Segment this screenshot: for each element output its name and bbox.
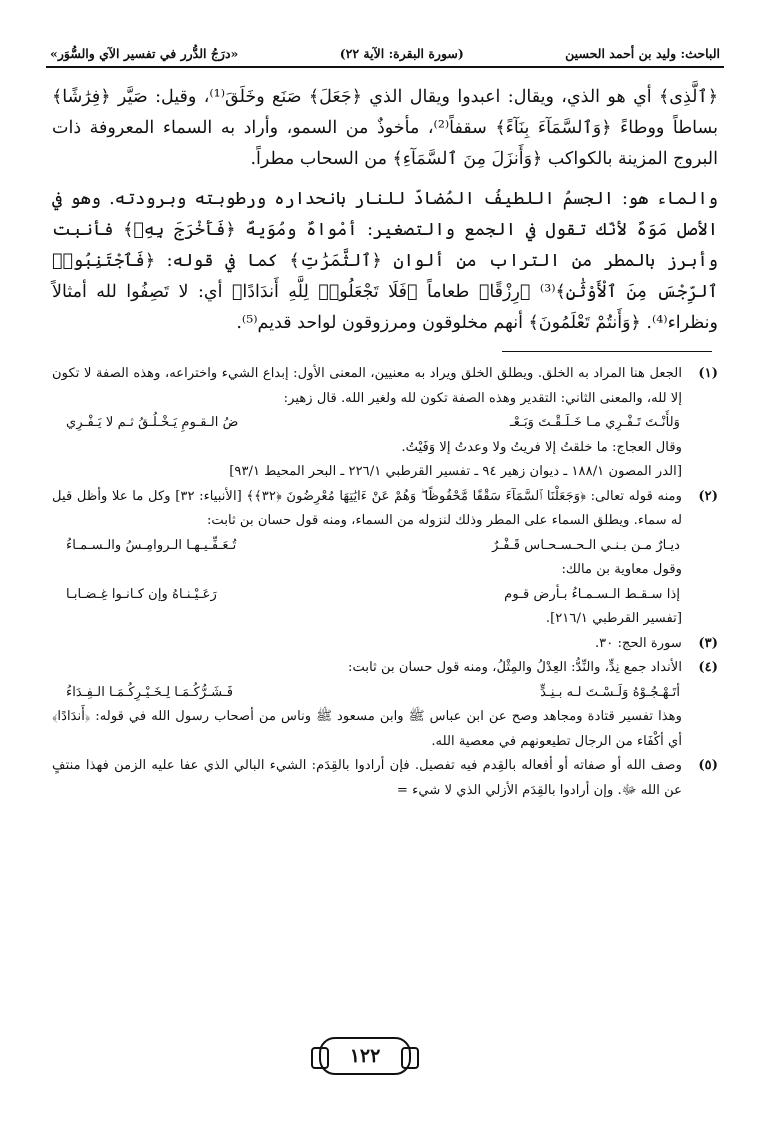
footnote-number: (٣) [698, 635, 718, 651]
footnote-number: (٢) [698, 488, 718, 504]
footnote-number: (١) [698, 366, 718, 381]
poetry-verse [52, 411, 682, 436]
header-author: الباحث: وليد بن أحمد الحسين [565, 45, 720, 61]
verse-second-hemistich: ضُ الـقـومِ يَـخْـلُـقُ ثـم لا يَـفْـرِي [66, 415, 239, 430]
poetry-verse [52, 583, 682, 608]
footnote-1 [52, 362, 718, 485]
footnote-number: (٥) [698, 758, 718, 773]
header-surah-location: (سورة البقرة: الآية ٢٢) [339, 45, 464, 61]
footnote-text: وقال العجاج: ما خلقتُ إلا فريتُ ولا وعدتُ إلا وَفَيْتُ. [401, 439, 682, 455]
footnote-4 [52, 656, 718, 754]
verse-first-hemistich: وَلأَنْـتَ تَـفْـرِي مـا خَـلَـقْـتَ وَبَـعْـ [509, 415, 680, 430]
main-paragraph: والماء هو: الجسمُ اللطيفُ المُضادّ للنار بانحداره ورطوبته وبرودته. وهو في الأصل مَوَهٌ لأنّك تقول في الجمع والتصغير: أمْواهٌ ومُوَيهٌ ﴿فَأَخْرَجَ بِهِۦ﴾ فأنبت وأبرز بالمطر من التراب من ألوان ﴿ٱلثَّمَرَٰتِ﴾ كما في قوله: ﴿فَٱجْتَنِبُوا۟ ٱلرِّجْسَ مِنَ ٱلْأَوْثَٰنِ﴾⁽³⁾ ﴿رِزْقًا﴾ طعاماً ﴿فَلَا تَجْعَلُوا۟ لِلَّهِ أَندَادًا﴾ أي: لا تَصِفُوا لله أمثالاً ونظراء⁽⁴⁾. ﴿وَأَنتُمْ تَعْلَمُونَ﴾ أنهم مخلوقون ومرزوقون لواحد قديم⁽⁵⁾. [52, 189, 718, 333]
running-header [46, 40, 724, 68]
main-paragraph: ﴿ٱلَّذِى﴾ أي هو الذي، ويقال: اعبدوا ويقال الذي ﴿جَعَلَ﴾ صَنَع وخَلَقَ⁽¹⁾، وقيل: صَيَّر ﴿فِرَٰشًا﴾ بساطاً ووطاءً ﴿وَٱلسَّمَآءَ بِنَآءً﴾ سقفاً⁽²⁾، مأخوذٌ من السمو، وأراد به السماء المعروفة ذات البروج المزينة بالكواكب ﴿وَأَنزَلَ مِنَ ٱلسَّمَآءِ﴾ من السحاب مطراً. [52, 87, 718, 169]
book-page [46, 40, 724, 1100]
header-book-title: «درَجُ الدُّرر في تفسير الآي والسُّوَر» [50, 45, 239, 61]
verse-first-hemistich: أتَـهْـجُـوْهُ وَلَـسْـتَ لـه بـنِـدٍّ [540, 684, 680, 700]
footnote-text: ومنه قوله تعالى: ﴿وَجَعَلْنَا ٱلسَّمَآءَ سَقْفًا مَّحْفُوظًا ۖ وَهُمْ عَنْ ءَايَٰتِهَا مُعْرِضُونَ ﴿٣٢﴾﴾ [الأنبياء: ٣٢] وكل ما علا وأظل قيل له سماء. ويطلق السماء على المطر وذلك لنزوله من السماء، ومنه قول حسان بن ثابت: [52, 488, 682, 528]
page-number: ١٢٢ [319, 1037, 411, 1075]
footnote-divider [502, 351, 712, 352]
poetry-verse [52, 681, 682, 706]
footnote-text: سورة الحج: ٣٠. [594, 635, 682, 651]
footnote-3 [52, 632, 718, 657]
footnote-source: [تفسير القرطبي ٢١٦/١]. [545, 611, 682, 626]
footnotes [46, 362, 724, 803]
verse-first-hemistich: ديـارٌ مـن بـنـي الـحـسـحـاس قَـفْـرٌ [492, 537, 680, 553]
footnote-text: الأنداد جمع نِدٍّ، والنِّدُّ: العِدْلُ والمِثْلُ، ومنه قول حسان بن ثابت: [348, 660, 682, 675]
footnote-source: [الدر المصون ١٨٨/١ ـ ديوان زهير ٩٤ ـ تفسير القرطبي ٢٢٦/١ ـ البحر المحيط ٩٣/١] [229, 464, 682, 479]
footnote-2 [52, 485, 718, 632]
footnote-5 [52, 754, 718, 803]
footnote-text: وقول معاوية بن مالك: [561, 562, 682, 577]
footnote-text: الجعل هنا المراد به الخلق. ويطلق الخلق ويراد به معنيين، المعنى الأول: إبداع الشيء واختراعه، وهذه الصفة لا تكون إلا لله، والمعنى الثاني: التقدير وهذه الصفة تكون لله ولغير الله. قال زهير: [52, 366, 682, 406]
footnote-number: (٤) [698, 660, 718, 675]
footnote-text: وهذا تفسير قتادة ومجاهد وصح عن ابن عباس ﷺ وابن مسعود ﷺ وناس من أصحاب رسول الله في قوله: ﴿أَندَادًا﴾ أي أكْفَاء من الرجال تطيعونهم في معصية الله. [52, 709, 682, 749]
main-text [46, 82, 724, 339]
verse-second-hemistich: رَعَـيْـنـاهُ وإن كـانـوا غِـضـابـا [66, 586, 217, 602]
verse-second-hemistich: تُـعَـفِّـيـهـا الـروامِـسُ والـسـمـاءُ [66, 537, 237, 553]
poetry-verse [52, 534, 682, 559]
verse-second-hemistich: فَـشَـرُّكُـمَـا لِـخَـيْـرِكُـمَـا الـفِـدَاءُ [66, 684, 233, 700]
verse-first-hemistich: إذا سـقـط الـسـمـاءُ بـأرض قـوم [504, 586, 680, 602]
footnote-text: وصف الله أو صفاته أو أفعاله بالقِدم فيه تفصيل. فإن أرادوا بالقِدَم: الشيء البالي الذي عفا عليه الزمن فهذا منتفٍ عن الله ﷻ. وإن أرادوا بالقِدَم الأزلي الذي لا شيء = [52, 758, 682, 798]
